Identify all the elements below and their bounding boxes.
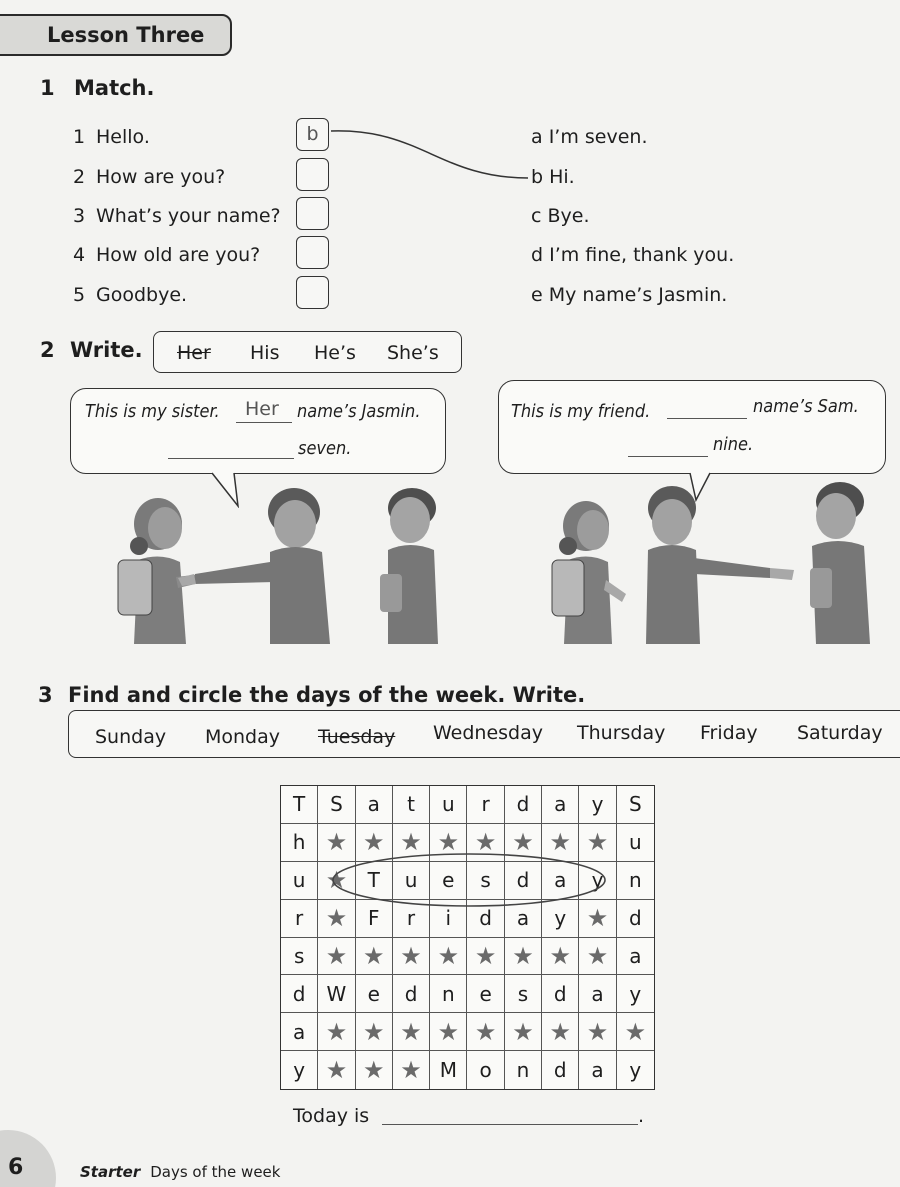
grid-star: ★: [393, 824, 430, 862]
question-text: How old are you?: [96, 244, 261, 266]
word-bank-item: He’s: [314, 342, 356, 364]
grid-letter[interactable]: T: [356, 862, 393, 900]
question-text: What’s your name?: [96, 205, 281, 227]
grid-letter[interactable]: a: [281, 1013, 318, 1051]
grid-star: ★: [356, 1013, 393, 1051]
footer-section: [80, 1163, 280, 1181]
grid-star: ★: [579, 900, 616, 938]
question-number: 2: [73, 166, 86, 188]
illustration-friend-introduction: [548, 482, 878, 644]
grid-star: ★: [579, 938, 616, 976]
grid-star: ★: [542, 824, 579, 862]
grid-letter[interactable]: W: [318, 975, 355, 1013]
grid-letter[interactable]: d: [281, 975, 318, 1013]
grid-letter[interactable]: a: [542, 786, 579, 824]
question-number: 4: [73, 244, 86, 266]
grid-star: ★: [579, 824, 616, 862]
grid-letter[interactable]: d: [542, 975, 579, 1013]
answer-option: d I’m fine, thank you.: [531, 244, 735, 266]
exercise-3-number: 3: [38, 683, 53, 707]
grid-letter[interactable]: y: [579, 862, 616, 900]
day-word: Thursday: [577, 722, 666, 744]
grid-letter[interactable]: n: [430, 975, 467, 1013]
grid-star: ★: [542, 938, 579, 976]
grid-letter[interactable]: s: [505, 975, 542, 1013]
grid-letter[interactable]: r: [281, 900, 318, 938]
grid-star: ★: [318, 862, 355, 900]
match-line: [0, 0, 900, 320]
day-word: Tuesday: [318, 726, 396, 748]
grid-letter[interactable]: y: [579, 786, 616, 824]
question-text: How are you?: [96, 166, 226, 188]
bubble-right-blank-2[interactable]: [628, 456, 708, 457]
grid-letter[interactable]: y: [629, 1058, 642, 1083]
day-word: Wednesday: [433, 722, 544, 744]
grid-star: ★: [505, 1013, 542, 1051]
word-bank-item: Her: [177, 342, 211, 364]
grid-star: ★: [542, 1013, 579, 1051]
girl-figure: [118, 498, 204, 644]
grid-star: ★: [467, 1013, 504, 1051]
lesson-title: Lesson Three: [0, 14, 232, 56]
grid-letter[interactable]: a: [617, 938, 654, 976]
grid-letter[interactable]: S: [318, 786, 355, 824]
grid-letter[interactable]: d: [542, 1051, 579, 1089]
grid-star: ★: [318, 938, 355, 976]
bubble-left-blank-2[interactable]: [168, 458, 294, 459]
grid-letter[interactable]: T: [281, 786, 318, 824]
footer-unit: Starter: [80, 1163, 141, 1181]
grid-letter[interactable]: u: [617, 824, 654, 862]
word-circle: [280, 785, 655, 1090]
grid-star: ★: [467, 824, 504, 862]
grid-star: ★: [356, 824, 393, 862]
grid-letter[interactable]: s: [281, 938, 318, 976]
grid-letter[interactable]: n: [505, 1051, 542, 1089]
boy-standing-figure: [380, 488, 438, 644]
bubble-right-blank-1[interactable]: [667, 418, 747, 419]
answer-option: e My name’s Jasmin.: [531, 284, 728, 306]
day-word: Monday: [205, 726, 281, 748]
grid-letter[interactable]: a: [356, 786, 393, 824]
grid-star: ★: [617, 1013, 654, 1051]
grid-letter[interactable]: e: [467, 975, 504, 1013]
girl-figure: [552, 501, 626, 644]
grid-star: ★: [430, 1013, 467, 1051]
grid-star: ★: [505, 938, 542, 976]
grid-star: ★: [430, 824, 467, 862]
grid-letter[interactable]: a: [542, 862, 579, 900]
grid-letter[interactable]: u: [281, 862, 318, 900]
bubble-right-text-1: This is my friend.: [511, 401, 651, 422]
boy-pointing-figure: [646, 486, 794, 644]
grid-letter[interactable]: d: [505, 786, 542, 824]
bubble-left-text-1: This is my sister.: [85, 401, 220, 422]
grid-star: ★: [393, 1051, 430, 1089]
bubble-left-text-3: seven.: [298, 438, 352, 459]
grid-letter[interactable]: a: [579, 975, 616, 1013]
grid-letter[interactable]: S: [617, 786, 654, 824]
boy-sam-figure: [810, 482, 870, 644]
question-number: 5: [73, 284, 86, 306]
word-bank-item: His: [250, 342, 280, 364]
exercise-1-title: Match.: [74, 76, 155, 100]
grid-letter[interactable]: r: [393, 900, 430, 938]
bubble-left-answer-1: Her: [245, 398, 279, 420]
day-word: Sunday: [95, 726, 167, 748]
today-answer-line[interactable]: [382, 1124, 638, 1125]
answer-option: a I’m seven.: [531, 126, 648, 148]
grid-star: ★: [579, 1013, 616, 1051]
grid-letter[interactable]: a: [505, 900, 542, 938]
grid-star: ★: [318, 1051, 355, 1089]
grid-letter[interactable]: u: [393, 862, 430, 900]
grid-letter[interactable]: M: [430, 1051, 467, 1089]
today-label: Today is: [293, 1105, 370, 1127]
answer-box-1[interactable]: b: [296, 118, 329, 151]
grid-letter[interactable]: o: [467, 1051, 504, 1089]
grid-letter[interactable]: d: [467, 900, 504, 938]
grid-star: ★: [467, 938, 504, 976]
bubble-right-text-2: name’s Sam.: [753, 396, 859, 417]
question-number: 1: [73, 126, 86, 148]
grid-star: ★: [318, 1013, 355, 1051]
word-bank-item: She’s: [387, 342, 439, 364]
speech-bubble-right: [498, 380, 886, 474]
grid-letter[interactable]: h: [281, 824, 318, 862]
page-number: 6: [8, 1155, 24, 1180]
exercise-2-title: Write.: [70, 338, 143, 362]
bubble-left-blank-1[interactable]: [236, 422, 292, 423]
grid-star: ★: [393, 1013, 430, 1051]
day-word: Friday: [700, 722, 758, 744]
illustration-sister-introduction: [110, 482, 455, 644]
exercise-1-number: 1: [40, 76, 55, 100]
grid-letter[interactable]: r: [467, 786, 504, 824]
grid-letter[interactable]: s: [467, 862, 504, 900]
grid-star: ★: [356, 1051, 393, 1089]
grid-star: ★: [505, 824, 542, 862]
grid-letter[interactable]: y: [617, 975, 654, 1013]
grid-letter[interactable]: d: [393, 975, 430, 1013]
grid-letter[interactable]: y: [542, 900, 579, 938]
answer-option: b Hi.: [531, 166, 575, 188]
grid-star: ★: [356, 938, 393, 976]
grid-star: ★: [318, 900, 355, 938]
exercise-3-title: Find and circle the days of the week. Write.: [68, 683, 586, 707]
question-number: 3: [73, 205, 86, 227]
grid-letter[interactable]: n: [617, 862, 654, 900]
question-text: Goodbye.: [96, 284, 188, 306]
bubble-right-text-3: nine.: [713, 434, 754, 455]
grid-letter[interactable]: i: [430, 900, 467, 938]
grid-star: ★: [430, 938, 467, 976]
grid-star: ★: [393, 938, 430, 976]
grid-letter[interactable]: F: [356, 900, 393, 938]
grid-letter[interactable]: u: [430, 786, 467, 824]
grid-letter[interactable]: e: [356, 975, 393, 1013]
grid-star: ★: [318, 824, 355, 862]
grid-letter[interactable]: t: [393, 786, 430, 824]
answer-option: c Bye.: [531, 205, 590, 227]
grid-letter[interactable]: y: [281, 1051, 318, 1089]
grid-letter[interactable]: d: [617, 900, 654, 938]
exercise-2-number: 2: [40, 338, 55, 362]
question-text: Hello.: [96, 126, 150, 148]
grid-letter[interactable]: a: [579, 1051, 616, 1089]
footer-topic: Days of the week: [150, 1163, 281, 1181]
grid-letter[interactable]: d: [505, 862, 542, 900]
day-word: Saturday: [797, 722, 883, 744]
bubble-left-text-2: name’s Jasmin.: [297, 401, 421, 422]
boy-pointing-figure: [178, 488, 330, 644]
grid-letter[interactable]: e: [430, 862, 467, 900]
today-period: .: [638, 1105, 645, 1127]
